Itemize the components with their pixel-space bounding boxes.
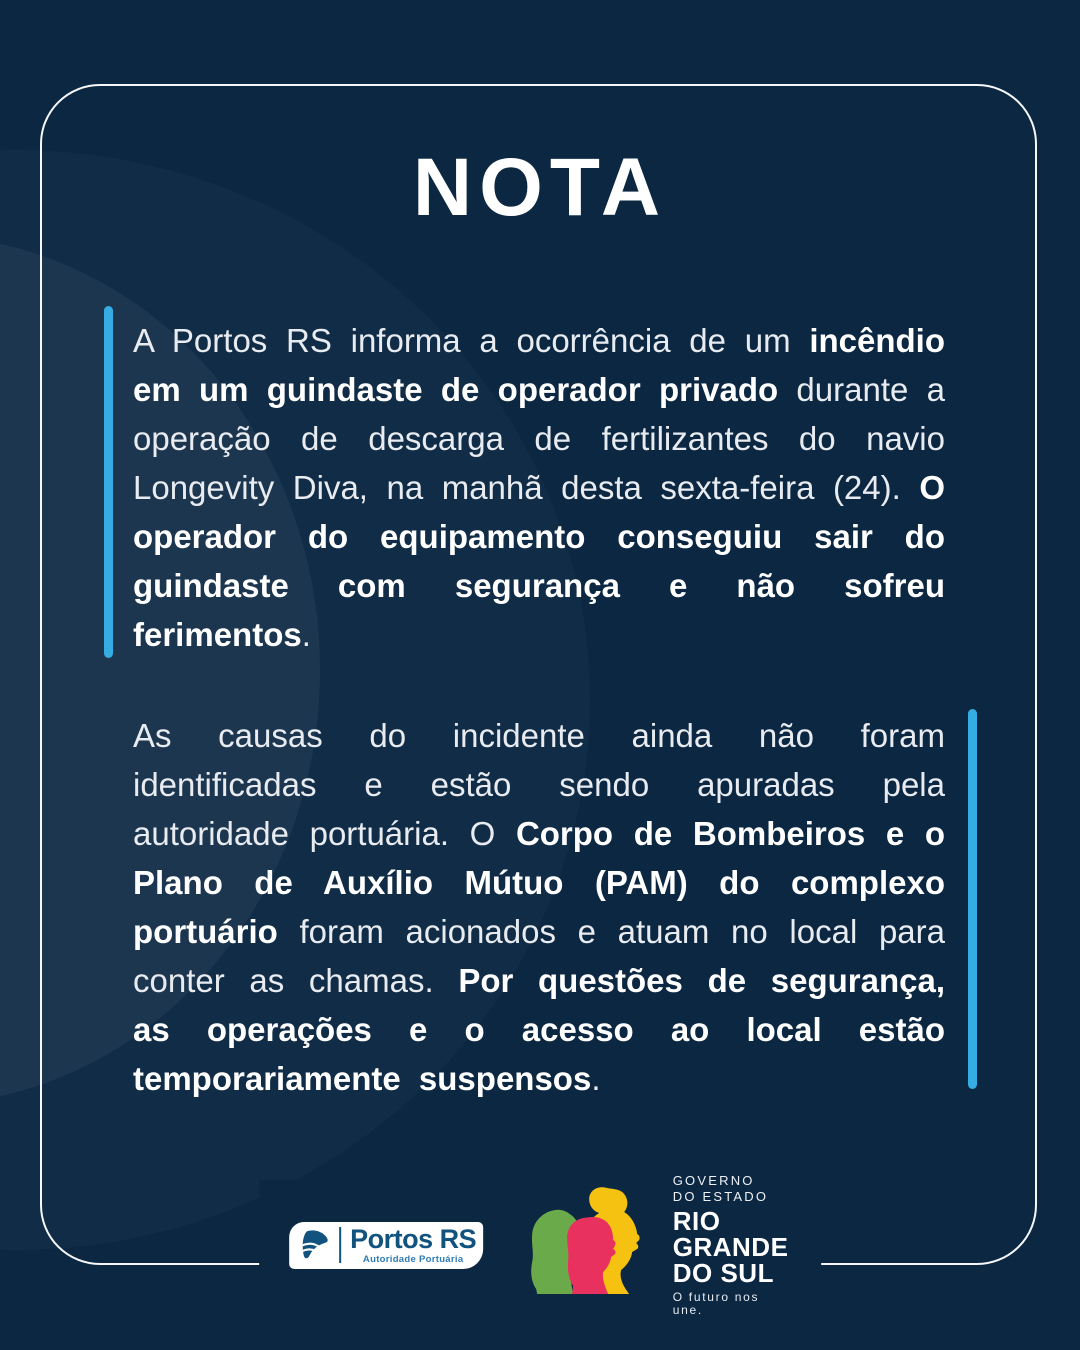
portos-rs-logo [289, 1222, 483, 1269]
page-title: NOTA [412, 142, 668, 233]
gov-tagline: O futuro nos une. [672, 1290, 760, 1317]
people-silhouettes-icon [521, 1184, 663, 1306]
accent-bar-left [104, 306, 113, 658]
gov-name-line3: DO SUL [672, 1258, 774, 1288]
portos-logo-divider [339, 1227, 341, 1263]
portos-rs-wave-icon [298, 1226, 332, 1264]
accent-bar-right [968, 709, 977, 1089]
gov-heading-line2: DO ESTADO [672, 1189, 769, 1204]
gov-heading-line1: GOVERNO [672, 1173, 755, 1188]
paragraph-response: As causas do incidente ainda não foram identificadas e estão sendo apuradas pela autoridade portuária. O Corpo de Bombeiros e o Plano de Auxílio Mútuo (PAM) do complexo portuário foram acionados e atuam no local para conter as chamas. Por questões de segurança, as operações e o acesso ao local estão temporariamente suspensos. [133, 717, 946, 1097]
footer-logo-strip [259, 1173, 821, 1317]
paragraph-incident: A Portos RS informa a ocorrência de um incêndio em um guindaste de operador privado durante a operação de descarga de fertilizantes do navio Longevity Diva, na manhã desta sexta-feira (24). O operador do equipamento conseguiu sair do guindaste com segurança e não sofreu ferimentos. [133, 322, 945, 653]
gov-name-line1: RIO [672, 1206, 721, 1236]
portos-rs-name: Portos RS [350, 1223, 477, 1254]
portos-rs-subtitle: Autoridade Portuária [362, 1253, 464, 1265]
gov-name-line2: GRANDE [672, 1232, 789, 1262]
gov-rs-logo [521, 1173, 791, 1317]
